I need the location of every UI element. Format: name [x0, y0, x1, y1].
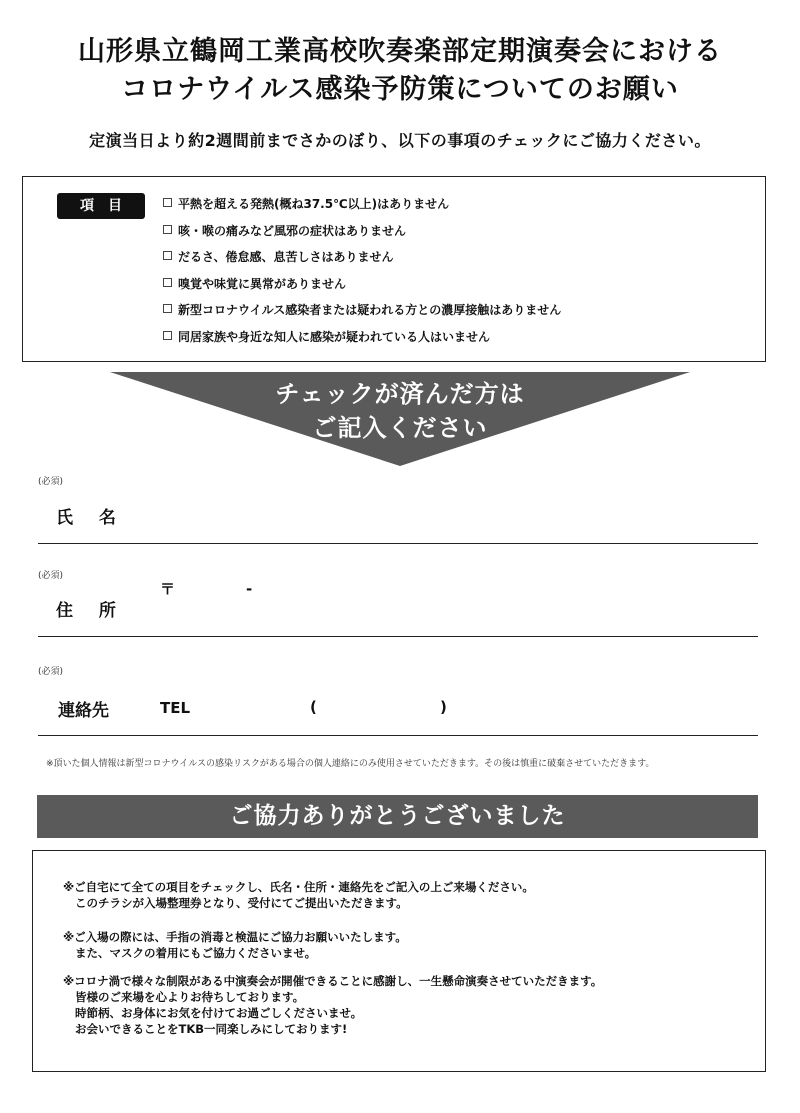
checklist-label: 項目: [57, 193, 145, 219]
checklist-item-text: 新型コロナウイルス感染者または疑われる方との濃厚接触はありません: [178, 303, 562, 317]
checklist-box: [22, 176, 766, 362]
name-label: 氏 名: [56, 508, 126, 528]
contact-label: 連絡先: [58, 701, 109, 721]
checkbox-icon[interactable]: [163, 304, 172, 313]
info-line: このチラシが入場整理券となり、受付にてご提出いただきます。: [75, 896, 408, 910]
postal-dash: -: [246, 580, 253, 598]
info-line: お会いできることをTKB一同楽しみにしております!: [75, 1022, 348, 1036]
checklist-items: [163, 195, 561, 354]
checklist-item[interactable]: [163, 328, 561, 355]
required-mark-contact: (必須): [38, 667, 64, 677]
checklist-item[interactable]: [163, 222, 561, 249]
page-title-line2: コロナウイルス感染予防策についてのお願い: [121, 74, 679, 105]
info-line: ※ご自宅にて全ての項目をチェックし、氏名・住所・連絡先をご記入の上ご来場ください。: [63, 880, 534, 894]
info-line: ※ご入場の際には、手指の消毒と検温にご協力お願いいたします。: [63, 930, 407, 944]
info-line: ※コロナ渦で様々な制限がある中演奏会が開催できることに感謝し、一生懸命演奏させていただきます。: [63, 974, 603, 988]
info-paragraph-2: [63, 929, 407, 961]
address-field-line[interactable]: [38, 636, 758, 637]
checkbox-icon[interactable]: [163, 251, 172, 260]
thanks-banner: ご協力ありがとうございました: [37, 795, 758, 838]
postal-mark: 〒: [160, 580, 176, 598]
tel-close-paren: ): [440, 698, 447, 716]
checklist-item[interactable]: [163, 301, 561, 328]
tel-open-paren: (: [310, 698, 317, 716]
info-line: 時節柄、お身体にお気を付けてお過ごしくださいませ。: [75, 1006, 363, 1020]
page-title-line1: 山形県立鶴岡工業高校吹奏楽部定期演奏会における: [78, 36, 722, 67]
checklist-item-text: 嗅覚や味覚に異常がありません: [178, 276, 347, 291]
checklist-item-text: 平熱を超える発熱(概ね37.5℃以上)はありません: [178, 197, 450, 211]
info-line: また、マスクの着用にもご協力くださいませ。: [75, 946, 317, 960]
checklist-item-text: だるさ、倦怠感、息苦しさはありません: [178, 250, 394, 264]
required-mark-name: (必須): [38, 477, 64, 487]
info-box: [32, 850, 766, 1072]
checkbox-icon[interactable]: [163, 225, 172, 234]
checkbox-icon[interactable]: [163, 331, 172, 340]
tel-prefix: TEL: [160, 699, 191, 717]
checkbox-icon[interactable]: [163, 198, 172, 207]
checklist-item[interactable]: [163, 248, 561, 275]
checklist-item-text: 咳・喉の痛みなど風邪の症状はありません: [178, 223, 407, 238]
name-field-line[interactable]: [38, 543, 758, 544]
info-paragraph-1: [63, 879, 534, 911]
checklist-item[interactable]: [163, 195, 561, 222]
info-line: 皆様のご来場を心よりお待ちしております。: [75, 990, 305, 1004]
checkbox-icon[interactable]: [163, 278, 172, 287]
arrow-text-line1: チェックが済んだ方は: [275, 380, 525, 408]
privacy-note: ※頂いた個人情報は新型コロナウイルスの感染リスクがある場合の個人連絡にのみ使用させていただきます。その後は慎重に破棄させていただきます。: [46, 759, 655, 769]
arrow-text-line2: ご記入ください: [312, 414, 488, 442]
checklist-item[interactable]: [163, 275, 561, 302]
checklist-item-text: 同居家族や身近な知人に感染が疑われている人はいません: [178, 329, 491, 344]
contact-field-line[interactable]: [38, 735, 758, 736]
page-subtitle: 定演当日より約2週間前までさかのぼり、以下の事項のチェックにご協力ください。: [89, 131, 711, 150]
required-mark-address: (必須): [38, 571, 64, 581]
address-label: 住 所: [56, 601, 126, 621]
info-paragraph-3: [63, 973, 602, 1037]
